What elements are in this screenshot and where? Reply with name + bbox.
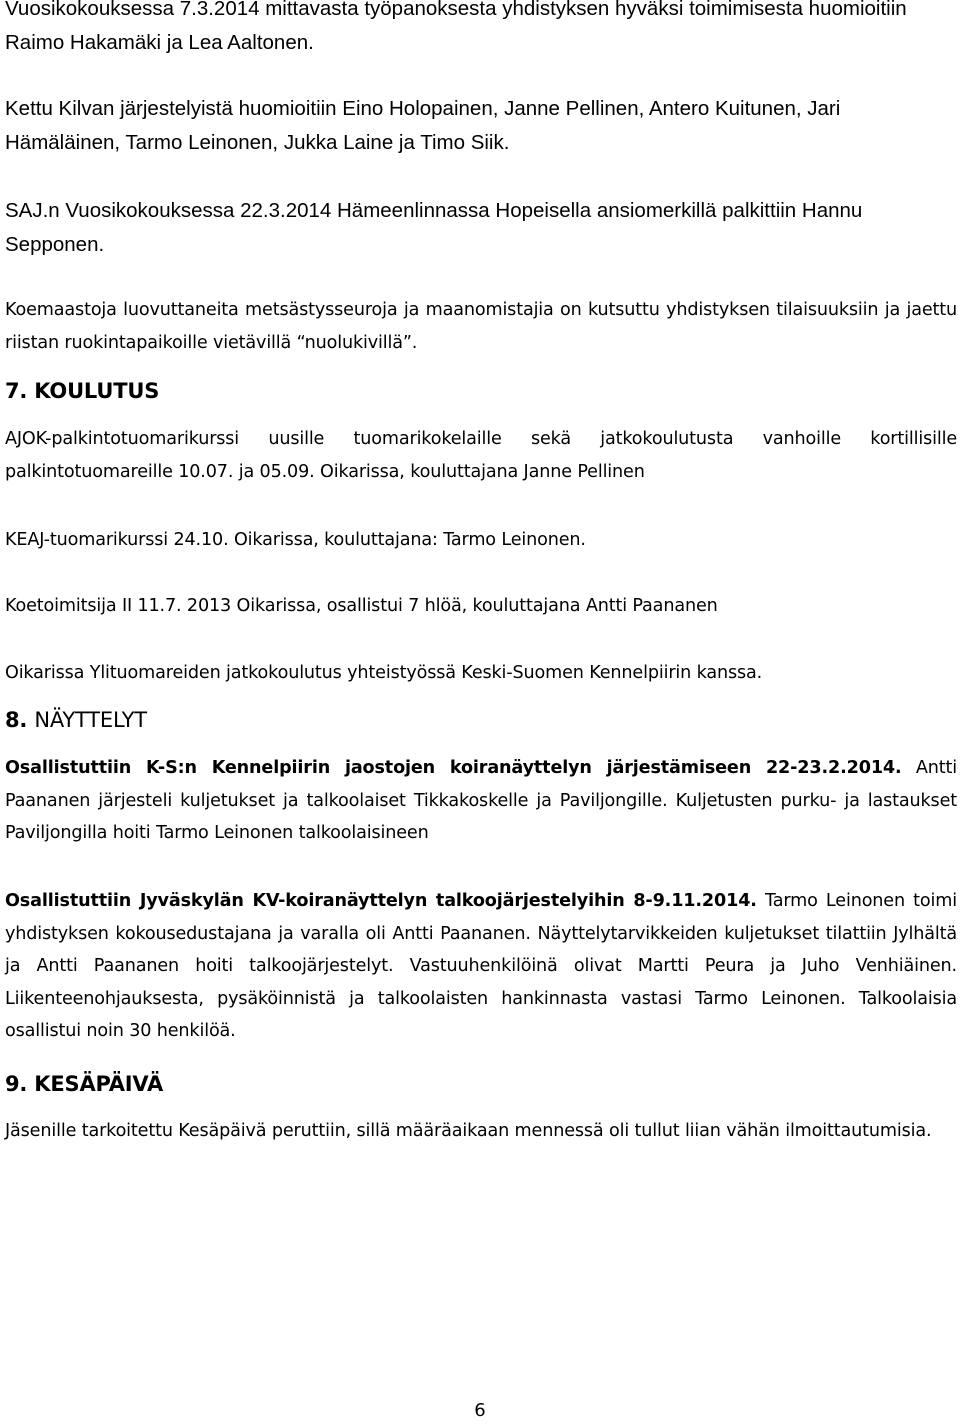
page-number: 6 — [474, 1400, 486, 1421]
section-8-title: NÄYTTELYT — [34, 708, 147, 732]
section-9-text: Jäsenille tarkoitettu Kesäpäivä peruttiin, sillä määräaikaan mennessä oli tullut liian vähän ilmoittautumisia. — [5, 1121, 932, 1141]
section-7-item-ylituomarit: Oikarissa Ylituomareiden jatkokoulutus yhteistyössä Keski-Suomen Kennelpiirin kanssa. — [5, 663, 763, 683]
paragraph-koemaastot: Koemaastoja luovuttaneita metsästysseuroja ja maanomistajia on kutsuttu yhdistyksen tilaisuuksiin ja jaettu riistan ruokintapaikoille vietävillä “nuolukivillä”. — [5, 300, 957, 353]
section-7-item-ajok: AJOK-palkintotuomarikurssi uusille tuomarikokelaille sekä jatkokoulutusta vanhoille kortillisille palkintotuomareille 10.07. ja 05.09. Oikarissa, kouluttajana Janne Pellinen — [5, 429, 957, 482]
paragraph-saj-award: SAJ.n Vuosikokouksessa 22.3.2014 Hämeenlinnassa Hopeisella ansiomerkillä palkittiin Hannu Sepponen. — [5, 199, 863, 256]
event-kennelpiiri-title: Osallistuttiin K-S:n Kennelpiirin jaostojen koiranäyttelyn järjestämiseen 22-23.2.2014. — [5, 758, 902, 778]
section-7-heading: 7. KOULUTUS — [5, 379, 160, 403]
section-9-heading: 9. KESÄPÄIVÄ — [5, 1072, 164, 1096]
paragraph-vuosikokous-recognition: Vuosikokouksessa 7.3.2014 mittavasta työpanoksesta yhdistyksen hyväksi toimimisesta huomioitiin Raimo Hakamäki ja Lea Aaltonen. — [5, 0, 907, 54]
event-kennelpiiri-text: Antti Paananen järjesteli kuljetukset ja talkoolaiset Tikkakoskelle ja Paviljongille. Kuljetusten purku- ja lastaukset Paviljongilla hoiti Tarmo Leinonen talkoolaisineen — [5, 758, 958, 843]
section-7-item-koetoimitsija: Koetoimitsija II 11.7. 2013 Oikarissa, osallistui 7 hlöä, kouluttajana Antti Paananen — [5, 596, 718, 616]
section-8-heading — [5, 703, 147, 737]
event-kv-nayttely-text: Tarmo Leinonen toimi yhdistyksen kokousedustajana ja varalla oli Antti Paananen. Näyttelytarvikkeiden kuljetukset tilattiin Jylhältä ja Antti Paananen hoiti talkoojärjestelyt. Vastuuhenkilöinä olivat Martti Peura ja Juho Venhiäinen. Liikenteenohjauksesta, pysäköinnistä ja talkoolaisten hankinnasta vastasi Tarmo Leinonen. Talkoolaisia osallistui noin 30 henkilöä. — [5, 891, 958, 1041]
paragraph-kettu-kilpa: Kettu Kilvan järjestelyistä huomioitiin Eino Holopainen, Janne Pellinen, Antero Kuitunen, Jari Hämäläinen, Tarmo Leinonen, Jukka Laine ja Timo Siik. — [5, 97, 841, 154]
section-8-event-kv-nayttely — [5, 885, 957, 1048]
section-7-item-keaj: KEAJ-tuomarikurssi 24.10. Oikarissa, kouluttajana: Tarmo Leinonen. — [5, 530, 586, 550]
event-kv-nayttely-title: Osallistuttiin Jyväskylän KV-koiranäyttelyn talkoojärjestelyihin 8-9.11.2014. — [5, 891, 757, 911]
section-8-event-kennelpiiri — [5, 752, 957, 850]
section-8-number: 8. — [5, 708, 28, 732]
